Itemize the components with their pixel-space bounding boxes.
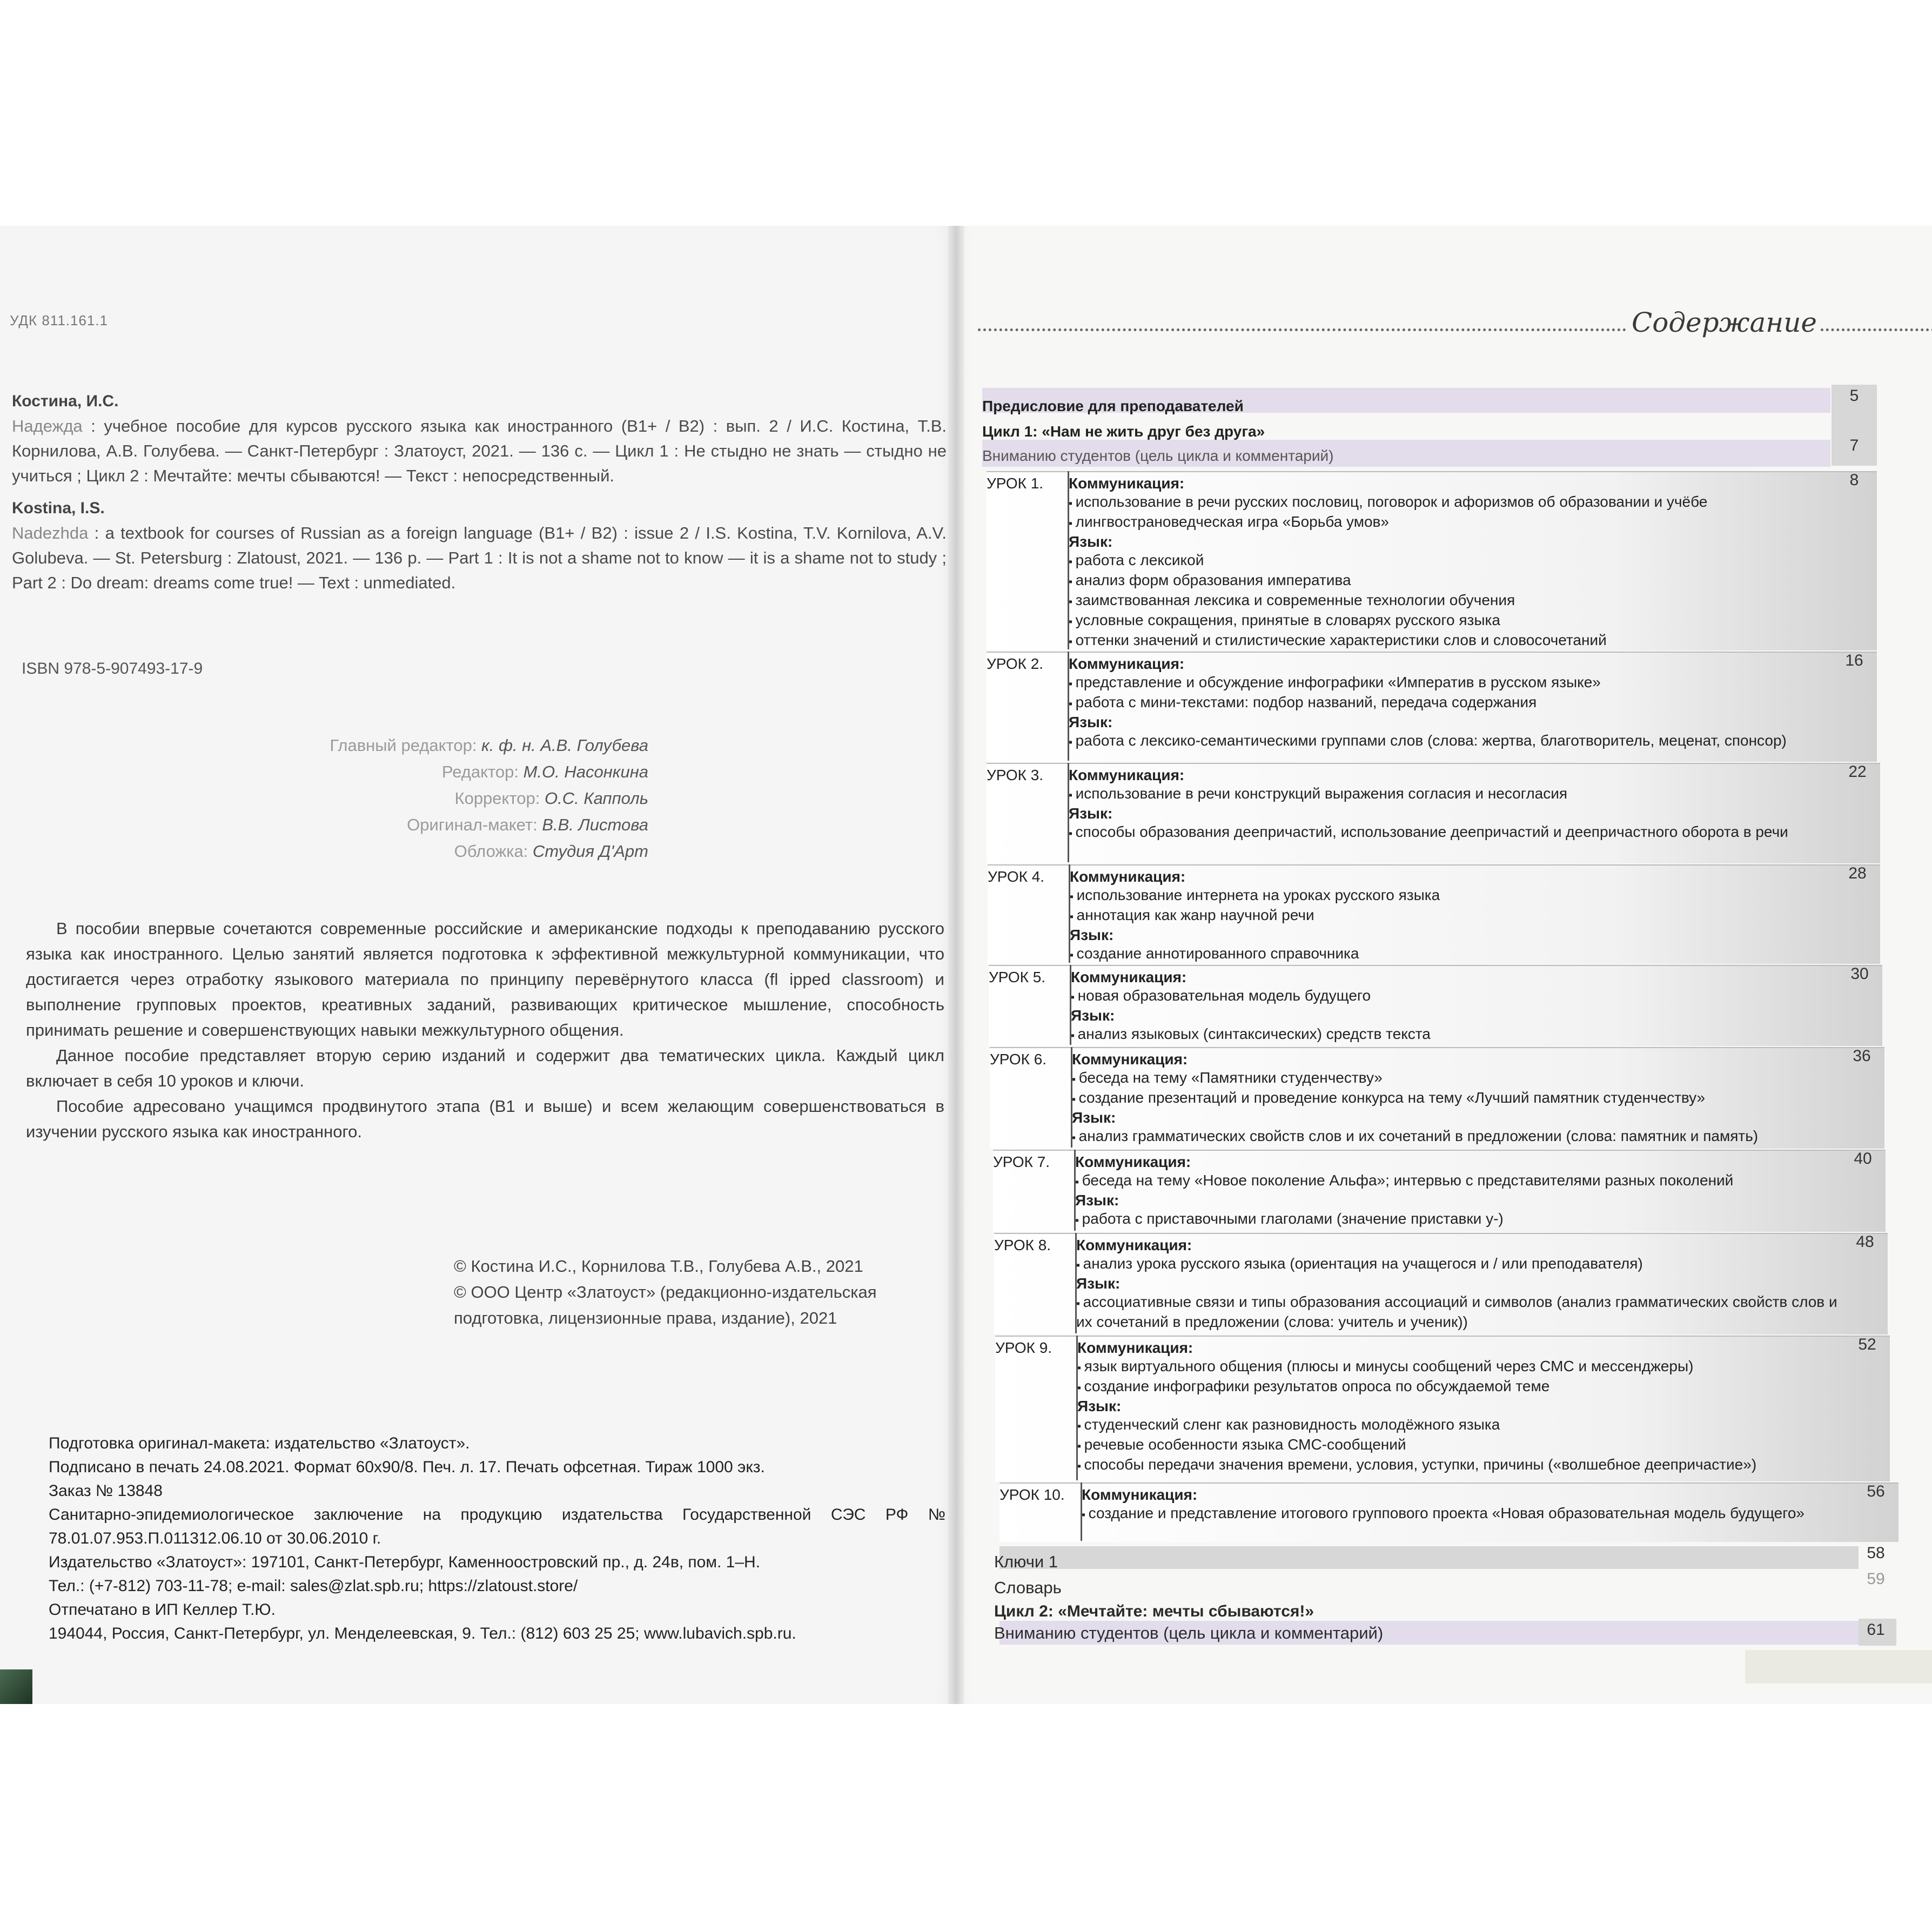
lesson-topic: ▪ студенческий сленг как разновидность молодёжного языка	[1077, 1416, 1848, 1435]
lesson-section-heading: Язык:	[1069, 805, 1113, 822]
credit-name: Студия Д'Арт	[532, 842, 648, 861]
toc-header	[978, 307, 1932, 339]
lesson-topic: ▪ анализ грамматических свойств слов и их сочетаний в предложении (слова: памятник и память)	[1072, 1127, 1842, 1147]
biblio-title-ru: Надежда	[12, 417, 83, 435]
biblio-title-en: Nadezhda	[12, 524, 89, 542]
lesson-section-heading: Язык:	[1076, 1275, 1121, 1292]
credit-row	[205, 759, 648, 785]
lesson-section-heading: Коммуникация:	[1071, 969, 1187, 985]
lesson-label: УРОК 6.	[990, 1051, 1047, 1068]
lesson-topic: ▪ анализ форм образования императива	[1069, 571, 1835, 591]
lesson-section-heading: Коммуникация:	[1070, 868, 1186, 885]
lesson-topic: ▪ представление и обсуждение инфографики «Императив в русском языке»	[1069, 673, 1835, 693]
lesson-topic: ▪ заимствованная лексика и современные технологии обучения	[1069, 591, 1835, 611]
lesson-section-heading: Коммуникация:	[1069, 475, 1185, 492]
credit-row	[205, 732, 648, 759]
copyright-line: © ООО Центр «Златоуст» (редакционно-издательская подготовка, лицензионные права, издание), 2021	[454, 1283, 877, 1327]
imprint-line: Заказ № 13848	[49, 1482, 163, 1500]
toc-page-number: 8	[1849, 471, 1859, 489]
toc-preface: Предисловие для преподавателей	[982, 398, 1244, 414]
lesson-section-heading: Язык:	[1071, 1007, 1115, 1024]
lesson-topic: ▪ анализ урока русского языка (ориентация на учащегося и / или преподавателя)	[1076, 1255, 1846, 1274]
lesson-topic: ▪ использование в речи русских пословиц, поговорок и афоризмов об образовании и учёбе	[1069, 493, 1835, 513]
lesson-section-heading: Язык:	[1069, 714, 1113, 730]
lesson-topic: ▪ анализ языковых (синтаксических) средств текста	[1071, 1025, 1840, 1045]
lesson-content	[1069, 655, 1835, 752]
annotation-paragraph: В пособии впервые сочетаются современные российские и американские подходы к преподаванию русского языка как иностранного. Целью занятий является подготовка к эффективной межкультурной коммуникации, что достигается через отработку языкового материала по принципу перевёрнутого класса (fl ipped classroom) и выполнение групповых проектов, креативных заданий, развивающих критическое мышление, способность принимать решение и совершенствующих навыки межкультурного общения.	[26, 919, 944, 1039]
credit-row	[205, 785, 648, 811]
lesson-content	[1069, 474, 1835, 651]
lesson-section-heading: Коммуникация:	[1082, 1486, 1198, 1503]
lesson-topic: ▪ речевые особенности языка СМС-сообщений	[1077, 1435, 1848, 1455]
lesson-section-heading: Язык:	[1077, 1398, 1122, 1414]
lesson-topic: ▪ ассоциативные связи и типы образования ассоциаций и символов (анализ грамматических свойств слов и их сочетаний в предложении (слова: учитель и ученик))	[1076, 1293, 1846, 1331]
lesson-label: УРОК 2.	[987, 655, 1044, 672]
biblio-text-en: : a textbook for courses of Russian as a foreign language (B1+ / B2) : issue 2 / I.S. Kostina, T.V. Kornilova, A.V. Golubeva. — St. Petersburg : Zlatoust, 2021. — 136 p. — Part 1 : It is not a shame not to know — it is a shame not to study ; Part 2 : Do dream: dreams come true! — Text : unmediated.	[12, 524, 947, 592]
imprint-line: Тел.: (+7-812) 703-11-78; e-mail: sales@zlat.spb.ru; https://zlatoust.store/	[49, 1577, 578, 1595]
lesson-label: УРОК 7.	[993, 1153, 1050, 1170]
lesson-content	[1076, 1236, 1846, 1331]
credit-role: Оригинал-макет:	[407, 815, 538, 834]
toc-page-number: 52	[1858, 1336, 1876, 1353]
credit-role: Обложка:	[454, 842, 528, 861]
lesson-section-heading: Коммуникация:	[1076, 1237, 1192, 1253]
toc-page-number: 40	[1854, 1150, 1872, 1168]
lesson-topic: ▪ аннотация как жанр научной речи	[1070, 906, 1838, 926]
lesson-topic: ▪ работа с приставочными глаголами (значение приставки у-)	[1075, 1210, 1843, 1230]
credit-row	[205, 811, 648, 838]
imprint-block	[49, 1432, 945, 1646]
imprint-line: 194044, Россия, Санкт-Петербург, ул. Менделеевская, 9. Тел.: (812) 603 25 25; www.lubavich.spb.ru.	[49, 1625, 796, 1642]
lesson-topic: ▪ создание инфографики результатов опроса по обсуждаемой теме	[1077, 1377, 1848, 1397]
lesson-topic: ▪ беседа на тему «Новое поколение Альфа»; интервью с представителями разных поколений	[1075, 1171, 1843, 1191]
imprint-line: Отпечатано в ИП Келлер Т.Ю.	[49, 1601, 276, 1619]
lesson-section-heading: Коммуникация:	[1075, 1153, 1191, 1170]
lesson-label: УРОК 9.	[995, 1339, 1052, 1356]
lesson-topic: ▪ способы образования деепричастий, использование деепричастий и деепричастного оборота в речи	[1069, 823, 1838, 843]
toc-page-number: 48	[1856, 1233, 1874, 1251]
bibliographic-record-ru	[12, 414, 947, 488]
lesson-topic: ▪ работа с лексико-семантическими группами слов (слова: жертва, благотворитель, меценат, спонсор)	[1069, 732, 1835, 752]
toc-attention-2: Вниманию студентов (цель цикла и комментарий)	[994, 1624, 1384, 1642]
lesson-topic: ▪ беседа на тему «Памятники студенчеству»	[1072, 1069, 1842, 1089]
dotted-rule	[1821, 328, 1932, 331]
lesson-content	[1072, 1050, 1842, 1147]
toc-keys-1: Ключи 1	[994, 1552, 1058, 1571]
lesson-section-heading: Язык:	[1069, 533, 1113, 550]
annotation	[26, 916, 944, 1144]
lesson-topic: ▪ условные сокращения, принятые в словарях русского языка	[1069, 611, 1835, 631]
annotation-paragraph: Пособие адресовано учащимся продвинутого этапа (В1 и выше) и всем желающим совершенствоваться в изучении русского языка как иностранного.	[26, 1097, 944, 1141]
lesson-label: УРОК 4.	[988, 868, 1045, 885]
copyright-line: © Костина И.С., Корнилова Т.В., Голубева А.В., 2021	[454, 1257, 863, 1276]
toc-title: Содержание	[1632, 307, 1817, 338]
toc-page-number: 30	[1850, 965, 1869, 983]
credit-name: М.О. Насонкина	[523, 762, 648, 781]
imprint-line: Санитарно-эпидемиологическое заключение на продукцию издательства Государственной СЭС РФ № 78.01.07.953.П.011312.06.10 от 30.06.2010 г.	[49, 1506, 945, 1547]
lesson-topic: ▪ создание презентаций и проведение конкурса на тему «Лучший памятник студенчеству»	[1072, 1089, 1842, 1109]
lesson-topic: ▪ работа с мини-текстами: подбор названий, передача содержания	[1069, 693, 1835, 713]
toc-page-number: 16	[1845, 652, 1863, 669]
toc-page-number: 22	[1848, 763, 1867, 781]
lesson-label: УРОК 8.	[994, 1237, 1051, 1253]
toc-attention-1: Вниманию студентов (цель цикла и комментарий)	[982, 447, 1334, 464]
lesson-section-heading: Коммуникация:	[1069, 767, 1185, 783]
credit-name: В.В. Листова	[542, 815, 648, 834]
lesson-content	[1077, 1339, 1848, 1475]
lesson-content	[1069, 766, 1838, 843]
toc-page-number: 58	[1867, 1544, 1885, 1562]
toc-cycle-1: Цикл 1: «Нам не жить друг без друга»	[982, 423, 1265, 440]
imprint-line: Подписано в печать 24.08.2021. Формат 60x90/8. Печ. л. 17. Печать офсетная. Тираж 1000 экз.	[49, 1458, 765, 1476]
lesson-content	[1070, 868, 1838, 964]
lesson-topic: ▪ оттенки значений и стилистические характеристики слов и словосочетаний	[1069, 631, 1835, 651]
lesson-content	[1071, 968, 1840, 1045]
book-spine	[948, 226, 964, 1704]
credit-row	[205, 838, 648, 864]
copyright-block	[454, 1253, 940, 1331]
lesson-topic: ▪ использование интернета на уроках русского языка	[1070, 886, 1838, 906]
credit-role: Редактор:	[441, 762, 519, 781]
toc-dictionary: Словарь	[994, 1578, 1062, 1597]
toc-page-number: 56	[1867, 1482, 1885, 1500]
toc-page-number: 7	[1849, 437, 1859, 454]
credit-name: к. ф. н. А.В. Голубева	[481, 736, 648, 755]
credit-name: О.С. Капполь	[545, 789, 648, 808]
lesson-content	[1082, 1486, 1856, 1524]
toc-cycle-2: Цикл 2: «Мечтайте: мечты сбываются!»	[994, 1602, 1314, 1620]
imprint-line: Издательство «Златоуст»: 197101, Санкт-Петербург, Каменноостровский пр., д. 24в, пом. 1–Н.	[49, 1553, 761, 1571]
lesson-section-heading: Коммуникация:	[1069, 655, 1185, 672]
author-en: Kostina, I.S.	[12, 499, 105, 517]
lesson-label: УРОК 1.	[987, 475, 1044, 492]
lesson-label: УРОК 5.	[989, 969, 1046, 985]
lesson-topic: ▪ новая образовательная модель будущего	[1071, 987, 1840, 1007]
lesson-section-heading: Коммуникация:	[1077, 1339, 1193, 1356]
toc-page-number: 36	[1853, 1047, 1871, 1065]
lesson-section-heading: Язык:	[1072, 1109, 1116, 1126]
bibliographic-record-en	[12, 521, 947, 595]
lesson-topic: ▪ способы передачи значения времени, условия, уступки, причины («волшебное деепричастие»)	[1077, 1455, 1848, 1475]
dotted-rule	[978, 328, 1626, 331]
author-ru: Костина, И.С.	[12, 392, 119, 410]
lesson-topic: ▪ язык виртуального общения (плюсы и минусы сообщений через СМС и мессенджеры)	[1077, 1357, 1848, 1377]
lesson-topic: ▪ лингвострановедческая игра «Борьба умов»	[1069, 513, 1835, 533]
credits-list	[205, 732, 648, 864]
credit-role: Корректор:	[454, 789, 540, 808]
udk-code: УДК 811.161.1	[10, 312, 109, 328]
lesson-label: УРОК 3.	[987, 767, 1044, 783]
lesson-topic: ▪ создание и представление итогового группового проекта «Новая образовательная модель будущего»	[1082, 1504, 1856, 1524]
cover-corner	[0, 1669, 32, 1704]
lesson-section-heading: Язык:	[1075, 1192, 1119, 1209]
lesson-section-heading: Язык:	[1070, 927, 1114, 943]
page-tab	[1745, 1650, 1932, 1683]
toc-page-number: 28	[1848, 864, 1867, 882]
credit-role: Главный редактор:	[330, 736, 477, 755]
toc-page-number: 59	[1867, 1570, 1885, 1588]
lesson-label: УРОК 10.	[999, 1486, 1065, 1503]
biblio-text-ru: : учебное пособие для курсов русского языка как иностранного (В1+ / В2) : вып. 2 / И.С. Костина, Т.В. Корнилова, А.В. Голубева. — Санкт-Петербург : Златоуст, 2021. — 136 с. — Цикл 1 : Не стыдно не знать — стыдно не учиться ; Цикл 2 : Мечтайте: мечты сбываются! — Текст : непосредственный.	[12, 417, 947, 485]
isbn: ISBN 978-5-907493-17-9	[22, 660, 203, 677]
lesson-topic: ▪ создание аннотированного справочника	[1070, 944, 1838, 964]
lesson-topic: ▪ работа с лексикой	[1069, 551, 1835, 571]
lesson-section-heading: Коммуникация:	[1072, 1051, 1188, 1068]
toc-page-number: 5	[1849, 387, 1859, 405]
annotation-paragraph: Данное пособие представляет вторую серию изданий и содержит два тематических цикла. Каждый цикл включает в себя 10 уроков и ключи.	[26, 1046, 944, 1090]
toc-page-number: 61	[1867, 1621, 1885, 1639]
lesson-content	[1075, 1153, 1843, 1230]
imprint-line: Подготовка оригинал-макета: издательство «Златоуст».	[49, 1434, 470, 1452]
lesson-topic: ▪ использование в речи конструкций выражения согласия и несогласия	[1069, 784, 1838, 804]
